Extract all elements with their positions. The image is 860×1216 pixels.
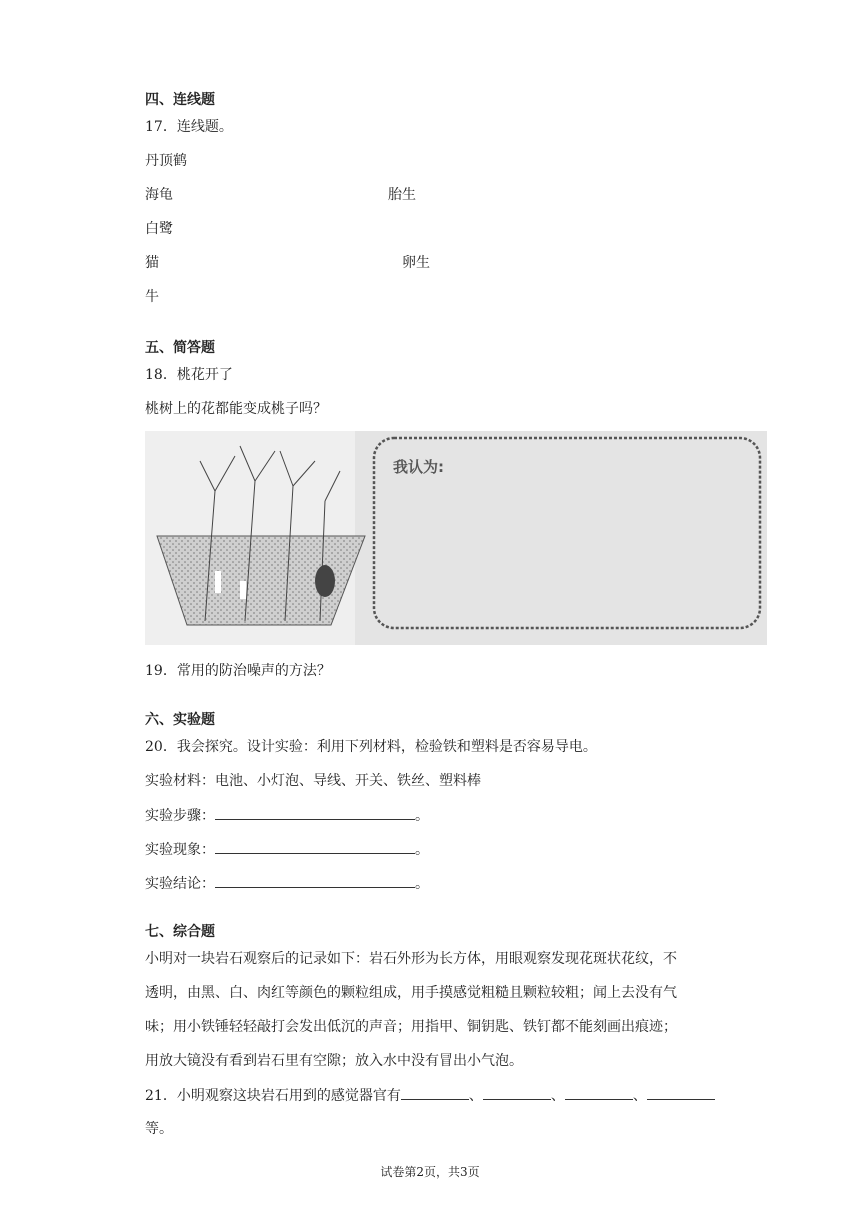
section-heading-7: 七、综合题 xyxy=(145,924,215,940)
answer-blank[interactable] xyxy=(565,1085,633,1100)
period: 。 xyxy=(415,808,429,824)
question-18: 18．桃花开了 xyxy=(145,367,233,383)
answer-blank[interactable] xyxy=(647,1085,715,1100)
period: 。 xyxy=(415,876,429,892)
paragraph-line: 透明，由黑、白、肉红等颜色的颗粒组成，用手摸感觉粗糙且颗粒较粗；闻上去没有气 xyxy=(145,985,677,1001)
match-left-item: 白鹭 xyxy=(145,221,173,237)
match-right-item: 胎生 xyxy=(388,187,416,203)
period: 。 xyxy=(415,842,429,858)
separator: 、 xyxy=(468,1088,483,1104)
answer-blank[interactable] xyxy=(401,1085,469,1100)
match-right-item: 卵生 xyxy=(402,255,430,271)
match-left-item: 猫 xyxy=(145,255,159,271)
steps-blank[interactable] xyxy=(215,805,415,820)
match-left-item: 海龟 xyxy=(145,187,173,203)
section-heading-4: 四、连线题 xyxy=(145,92,215,108)
materials-line: 实验材料：电池、小灯泡、导线、开关、铁丝、塑料棒 xyxy=(145,773,481,789)
question-21 xyxy=(145,1085,715,1106)
question-21-text: 21．小明观察这块岩石用到的感觉器官有 xyxy=(145,1088,401,1104)
section-heading-5: 五、简答题 xyxy=(145,340,215,356)
question-19: 19．常用的防治噪声的方法？ xyxy=(145,663,331,679)
answer-box-label: 我认为: xyxy=(393,458,444,476)
phenomenon-blank[interactable] xyxy=(215,839,415,854)
steps-line xyxy=(145,805,429,826)
paragraph-line: 小明对一块岩石观察后的记录如下：岩石外形为长方体，用眼观察发现花斑状花纹，不 xyxy=(145,951,677,967)
paragraph-line: 用放大镜没有看到岩石里有空隙；放入水中没有冒出小气泡。 xyxy=(145,1053,523,1069)
separator: 、 xyxy=(550,1088,565,1104)
match-left-item: 牛 xyxy=(145,289,159,305)
conclusion-blank[interactable] xyxy=(215,873,415,888)
peach-tree-figure xyxy=(145,431,767,645)
peach-tree-photo xyxy=(145,431,767,645)
match-left-item: 丹顶鹤 xyxy=(145,153,187,169)
conclusion-line xyxy=(145,873,429,894)
answer-blank[interactable] xyxy=(483,1085,551,1100)
question-17: 17．连线题。 xyxy=(145,119,233,135)
paragraph-line: 味；用小铁锤轻轻敲打会发出低沉的声音；用指甲、铜钥匙、铁钉都不能刻画出痕迹； xyxy=(145,1019,677,1035)
section-heading-6: 六、实验题 xyxy=(145,712,215,728)
steps-label: 实验步骤： xyxy=(145,808,215,824)
question-21-end: 等。 xyxy=(145,1121,173,1137)
conclusion-label: 实验结论： xyxy=(145,876,215,892)
separator: 、 xyxy=(632,1088,647,1104)
phenomenon-line xyxy=(145,839,429,860)
page-footer: 试卷第2页，共3页 xyxy=(380,1165,480,1179)
question-20: 20．我会探究。设计实验：利用下列材料，检验铁和塑料是否容易导电。 xyxy=(145,739,597,755)
question-18-sub: 桃树上的花都能变成桃子吗？ xyxy=(145,401,327,417)
phenomenon-label: 实验现象： xyxy=(145,842,215,858)
